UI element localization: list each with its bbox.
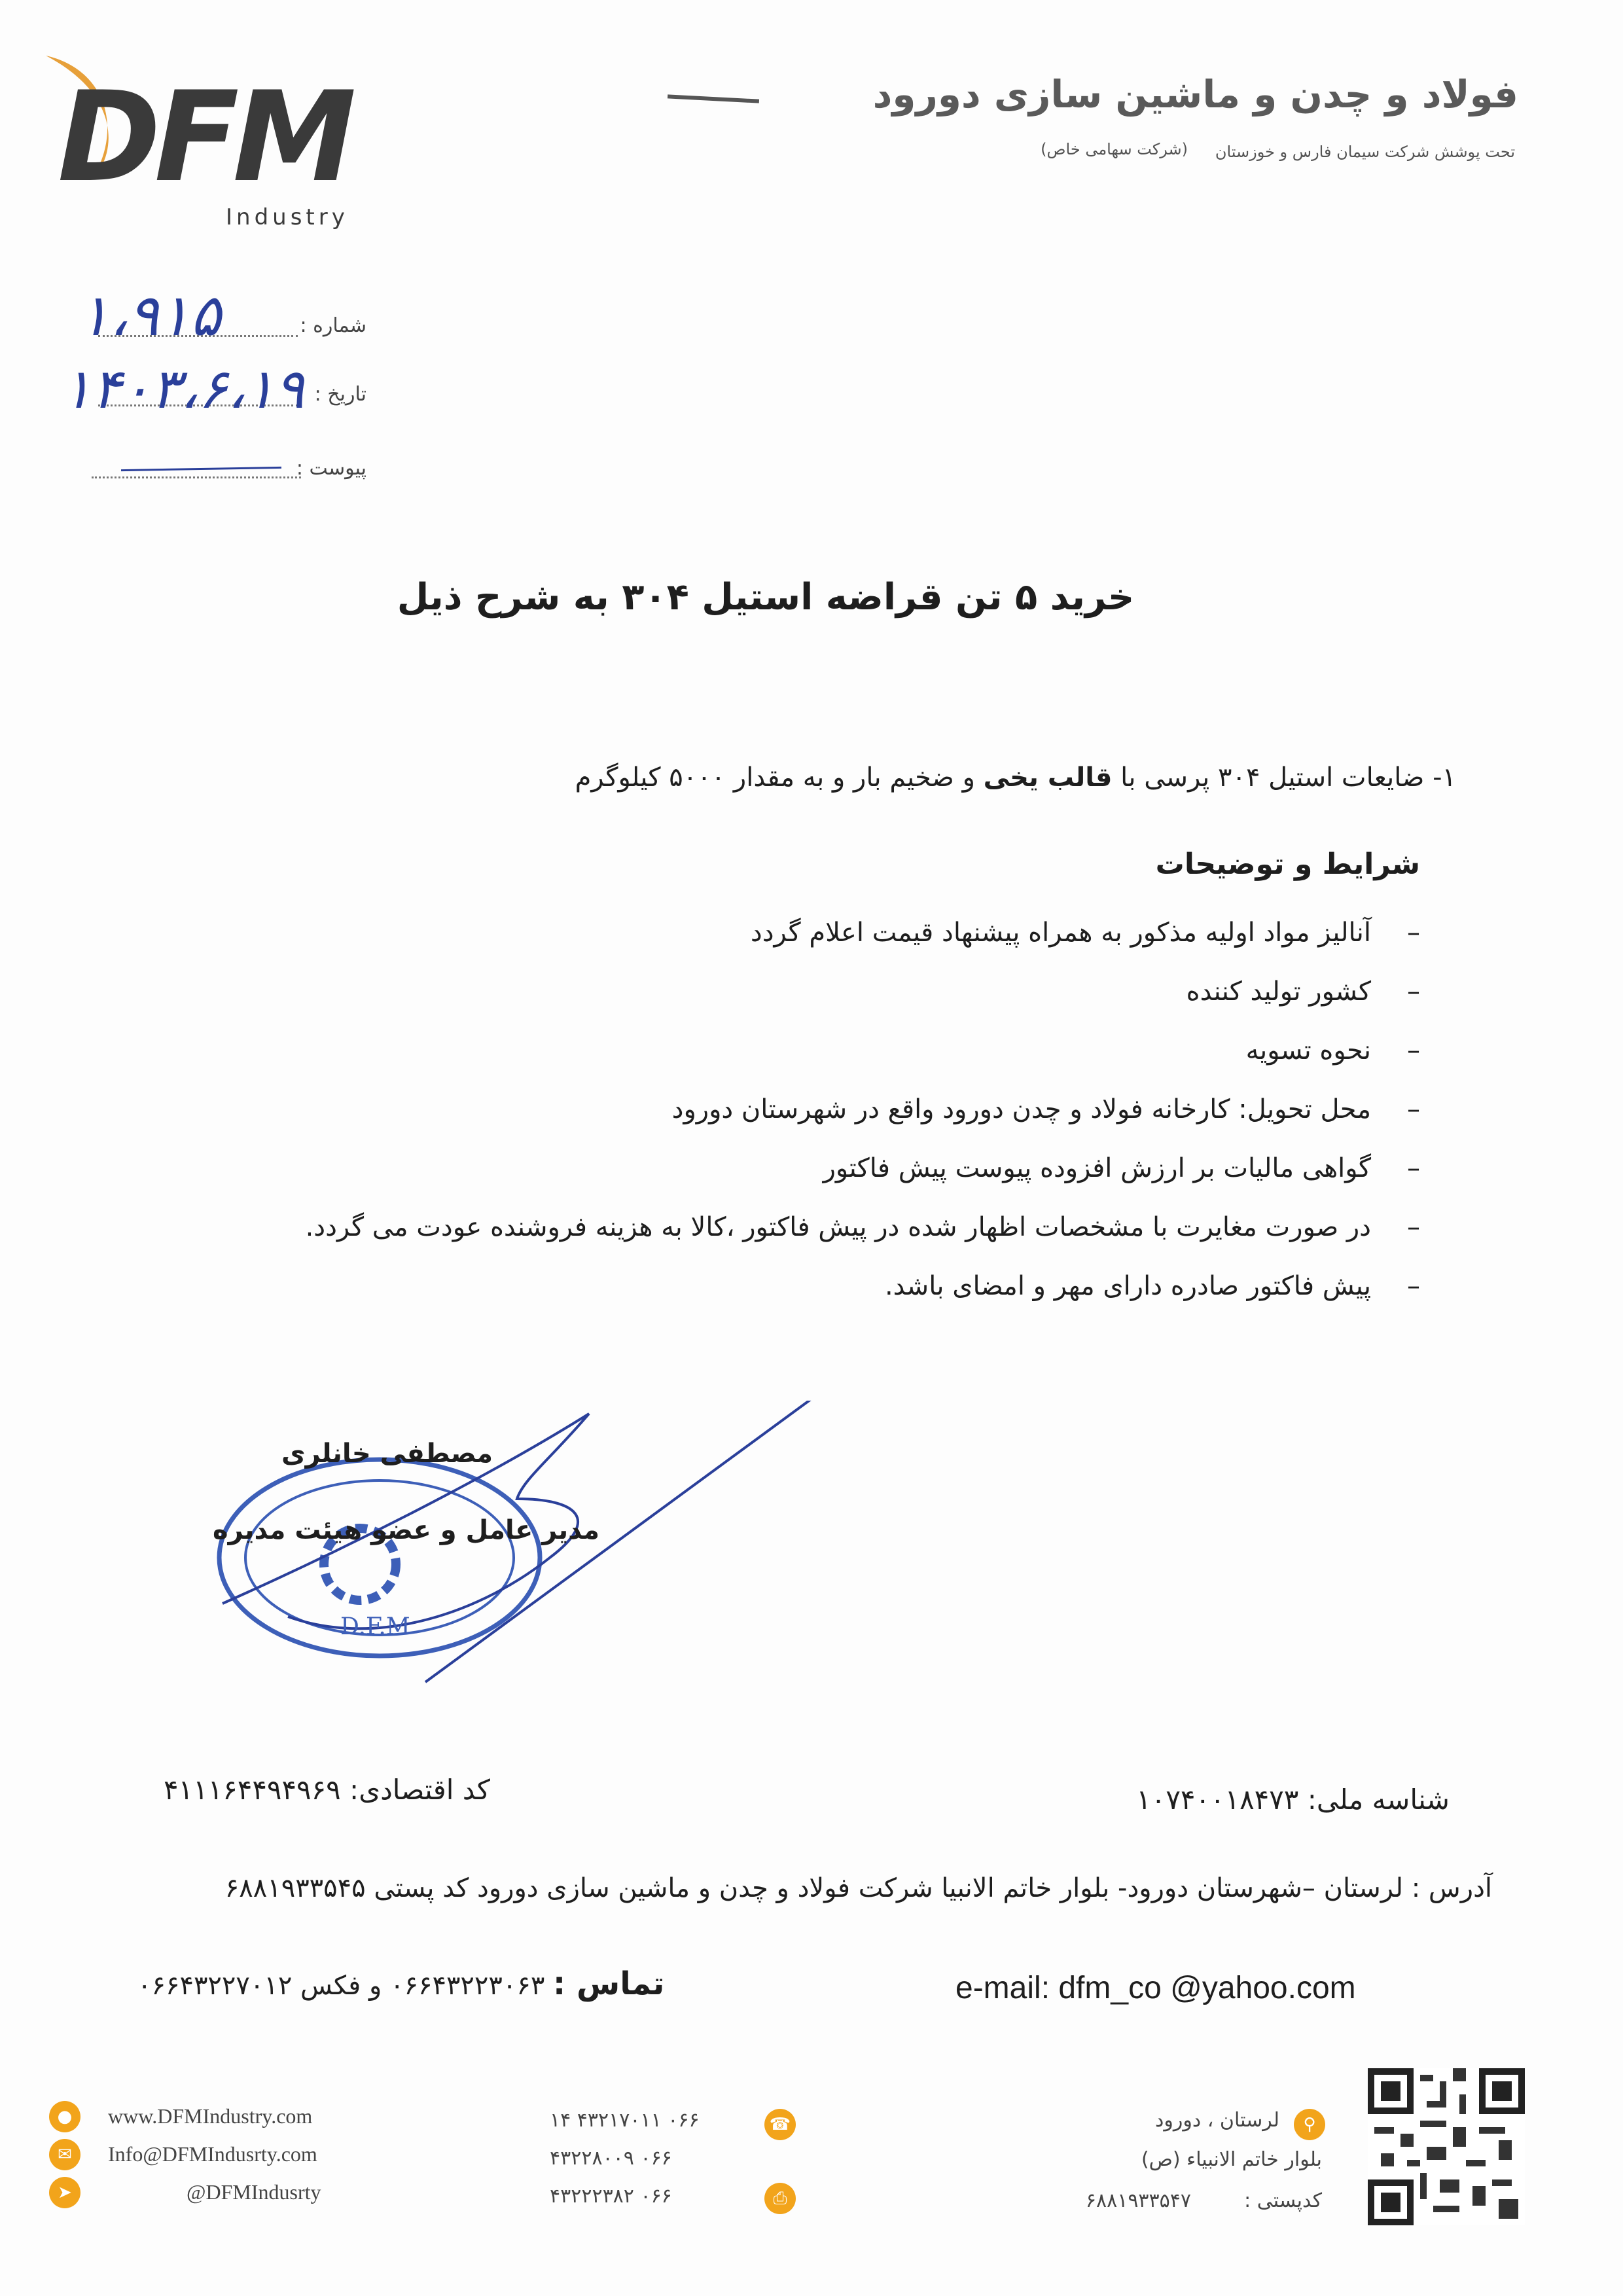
address: آدرس : لرستان –شهرستان دورود- بلوار خاتم الانبیا شرکت فولاد و چدن و ماشین سازی دورود کد پستی ۶۸۸۱۹۳۳۵۴۵: [224, 1873, 1492, 1903]
number-label: شماره :: [300, 314, 366, 337]
fax-icon: ⎙: [764, 2183, 796, 2214]
postal-label: کدپستی :: [1244, 2189, 1322, 2212]
phone-1: ۰۶۶ ۴۳۲۱۷۰۱۱ ۱۴: [550, 2109, 700, 2132]
contact-label: تماس :: [553, 1965, 665, 2002]
condition-item: – کشور تولید کننده: [306, 962, 1420, 1021]
mail-icon: ✉: [49, 2139, 80, 2170]
company-name: فولاد و چدن و ماشین سازی دورود: [872, 72, 1518, 117]
date-label: تاریخ :: [314, 383, 366, 406]
email: e-mail: dfm_co @yahoo.com: [955, 1971, 1356, 2005]
qr-code: [1368, 2068, 1525, 2225]
conditions-heading: شرایط و توضیحات: [1155, 848, 1420, 881]
social-handle[interactable]: @DFMIndusrty: [187, 2180, 321, 2204]
item-1: [575, 762, 1456, 793]
signer-name: مصطفی خانلری: [281, 1439, 493, 1469]
globe-icon: ●: [49, 2101, 80, 2132]
footer-address-1: لرستان ، دورود: [1155, 2109, 1279, 2132]
condition-item: – گواهی مالیات بر ارزش افزوده پیوست پیش فاکتور: [306, 1139, 1420, 1198]
item-1-bold: قالب یخی: [983, 762, 1113, 793]
postal-code: ۶۸۸۱۹۳۳۵۴۷: [1085, 2189, 1191, 2212]
attachment-line: [92, 476, 301, 478]
economic-code: کد اقتصادی: ۴۱۱۱۶۴۴۹۴۹۶۹: [164, 1774, 490, 1806]
location-icon: ⚲: [1294, 2109, 1325, 2140]
condition-item: – محل تحویل: کارخانه فولاد و چدن دورود واقع در شهرستان دورود: [306, 1080, 1420, 1139]
item-1-suffix: و ضخیم بار و به مقدار ۵۰۰۰ کیلوگرم: [575, 762, 975, 793]
footer-address-2: بلوار خاتم الانبیاء (ص): [1141, 2148, 1322, 2171]
condition-item: – در صورت مغایرت با مشخصات اظهار شده در پیش فاکتور ،کالا به هزینه فروشنده عودت می گردد.: [306, 1198, 1420, 1257]
condition-item: – پیش فاکتور صادره دارای مهر و امضای باشد.: [306, 1257, 1420, 1316]
header-mark: [668, 94, 759, 103]
logo-subtitle: Industry: [226, 204, 349, 230]
item-1-prefix: ۱- ضایعات استیل ۳۰۴ پرسی با: [1120, 762, 1456, 793]
company-type: (شرکت سهامی خاص): [1041, 140, 1188, 158]
signer-role: مدیر عامل و عضو هیئت مدیره: [213, 1515, 600, 1545]
conditions-list: [306, 903, 1420, 1316]
info-email[interactable]: Info@DFMIndusrty.com: [108, 2142, 317, 2166]
date-value: ۱۴۰۳،۶،۱۹: [62, 357, 305, 421]
contact: [137, 1965, 664, 2002]
website[interactable]: www.DFMIndustry.com: [108, 2104, 313, 2128]
logo-text: DFM: [58, 65, 350, 209]
company-subtitle: تحت پوشش شرکت سیمان فارس و خوزستان: [1215, 143, 1515, 161]
phone-icon: ☎: [764, 2109, 796, 2140]
national-id: شناسه ملی: ۱۰۷۴۰۰۱۸۴۷۳: [1136, 1784, 1450, 1816]
telegram-icon: ➤: [49, 2177, 80, 2208]
attachment-stroke: [121, 467, 281, 471]
number-value: ۱،۹۱۵: [79, 281, 221, 349]
fax-number: ۰۶۶ ۴۳۲۲۲۳۸۲: [550, 2185, 672, 2208]
letter-title: خرید ۵ تن قراضه استیل ۳۰۴ به شرح ذیل: [397, 576, 1135, 619]
phone-2: ۰۶۶ ۴۳۲۲۸۰۰۹: [550, 2147, 672, 2170]
contact-numbers: ۰۶۶۴۳۲۲۳۰۶۳ و فکس ۰۶۶۴۳۲۲۷۰۱۲: [137, 1971, 545, 2001]
attachment-label: پیوست :: [296, 457, 366, 480]
condition-item: – آنالیز مواد اولیه مذکور به همراه پیشنهاد قیمت اعلام گردد: [306, 903, 1420, 962]
condition-item: – نحوه تسویه: [306, 1021, 1420, 1080]
stamp-label: D.F.M: [340, 1613, 410, 1640]
